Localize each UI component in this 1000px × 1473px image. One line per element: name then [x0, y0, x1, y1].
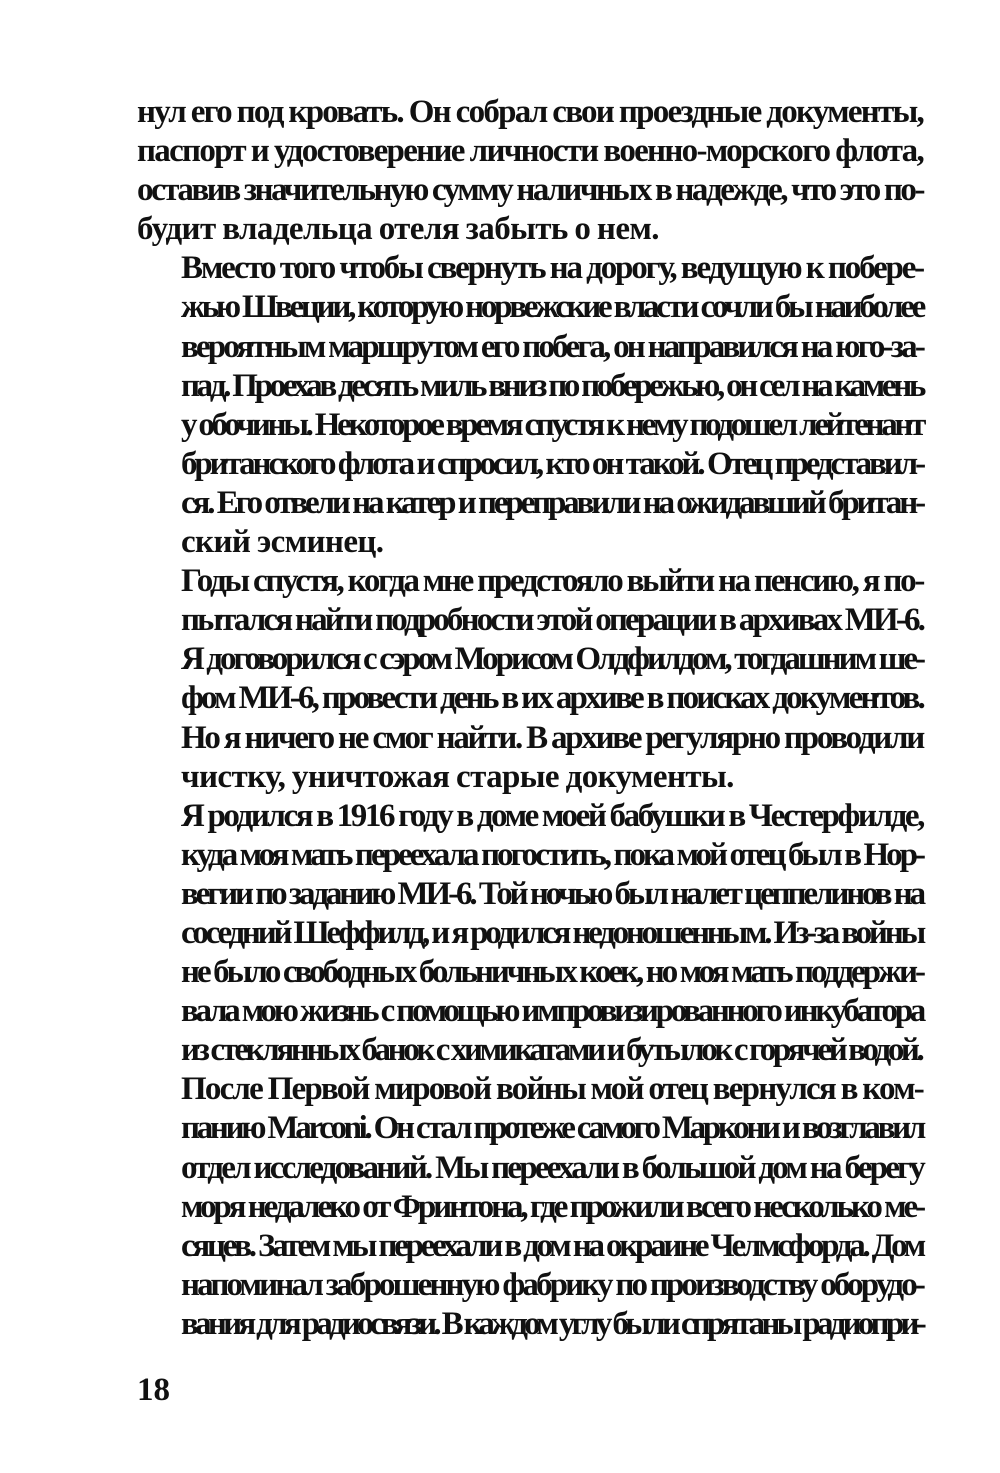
text-line: ся. Его отвели на катер и переправили на ожидавший британ- [181, 484, 923, 521]
text-line: вегии по заданию МИ-6. Той ночью был налет цеппелинов на [181, 875, 923, 912]
text-line: вероятным маршрутом его побега, он направился на юго-за- [181, 328, 923, 365]
text-line: Но я ничего не смог найти. В архиве регулярно проводили [181, 719, 923, 756]
text-line: нул его под кровать. Он собрал свои проездные документы, [137, 94, 923, 130]
text-line: паспорт и удостоверение личности военно-морского флота, [137, 133, 923, 170]
text-line: будит владельца отеля забыть о нем. [137, 211, 659, 248]
text-line: После Первой мировой войны мой отец вернулся в ком- [181, 1071, 923, 1108]
text-line: сяцев. Затем мы переехали в дом на окраине Челмсфорда. Дом [181, 1227, 923, 1264]
paragraph [137, 797, 923, 1071]
text-line: напоминал заброшенную фабрику по производству оборудо- [181, 1266, 923, 1303]
text-line: пад. Проехав десять миль вниз по побережью, он сел на камень [181, 367, 923, 404]
text-line: жью Швеции, которую норвежские власти сочли бы наиболее [181, 289, 923, 326]
paragraph [137, 1070, 923, 1344]
page-number: 18 [137, 1372, 170, 1408]
text-line: британского флота и спросил, кто он такой. Отец представил- [181, 445, 923, 482]
text-line: вания для радиосвязи. В каждом углу были спрятаны радиопри- [181, 1305, 923, 1342]
text-line: у обочины. Некоторое время спустя к нему подошел лейтенант [181, 406, 923, 443]
text-line: вала мою жизнь с помощью импровизированного инкубатора [181, 993, 923, 1030]
text-line: панию Marconi. Он стал протеже самого Маркони и возглавил [181, 1110, 923, 1147]
page-body-text [137, 93, 923, 1344]
text-line: пытался найти подробности этой операции в архивах МИ-6. [181, 602, 923, 639]
text-line: Я родился в 1916 году в доме моей бабушки в Честерфилде, [181, 797, 923, 834]
text-line: ский эсминец. [181, 524, 384, 561]
text-line: куда моя мать переехала погостить, пока мой отец был в Нор- [181, 836, 923, 873]
text-line: не было свободных больничных коек, но моя мать поддержи- [181, 954, 923, 991]
text-line: моря недалеко от Фринтона, где прожили всего несколько ме- [181, 1188, 923, 1225]
text-line: оставив значительную сумму наличных в надежде, что это по- [137, 172, 923, 209]
text-line: фом МИ-6, провести день в их архиве в поисках документов. [181, 680, 923, 717]
text-line: из стеклянных банок с химикатами и бутылок с горячей водой. [181, 1032, 922, 1069]
paragraph [137, 562, 923, 797]
text-line: Годы спустя, когда мне предстояло выйти на пенсию, я по- [181, 563, 923, 600]
text-line: Вместо того чтобы свернуть на дорогу, ведущую к побере- [181, 250, 923, 287]
text-line: чистку, уничтожая старые документы. [181, 758, 734, 795]
paragraph [137, 93, 923, 249]
text-line: соседний Шеффилд, и я родился недоношенным. Из-за войны [181, 914, 923, 951]
text-line: Я договорился с сэром Морисом Олдфилдом, тогдашним ше- [181, 641, 923, 678]
paragraph [137, 249, 923, 562]
text-line: отдел исследований. Мы переехали в большой дом на берегу [181, 1149, 923, 1186]
